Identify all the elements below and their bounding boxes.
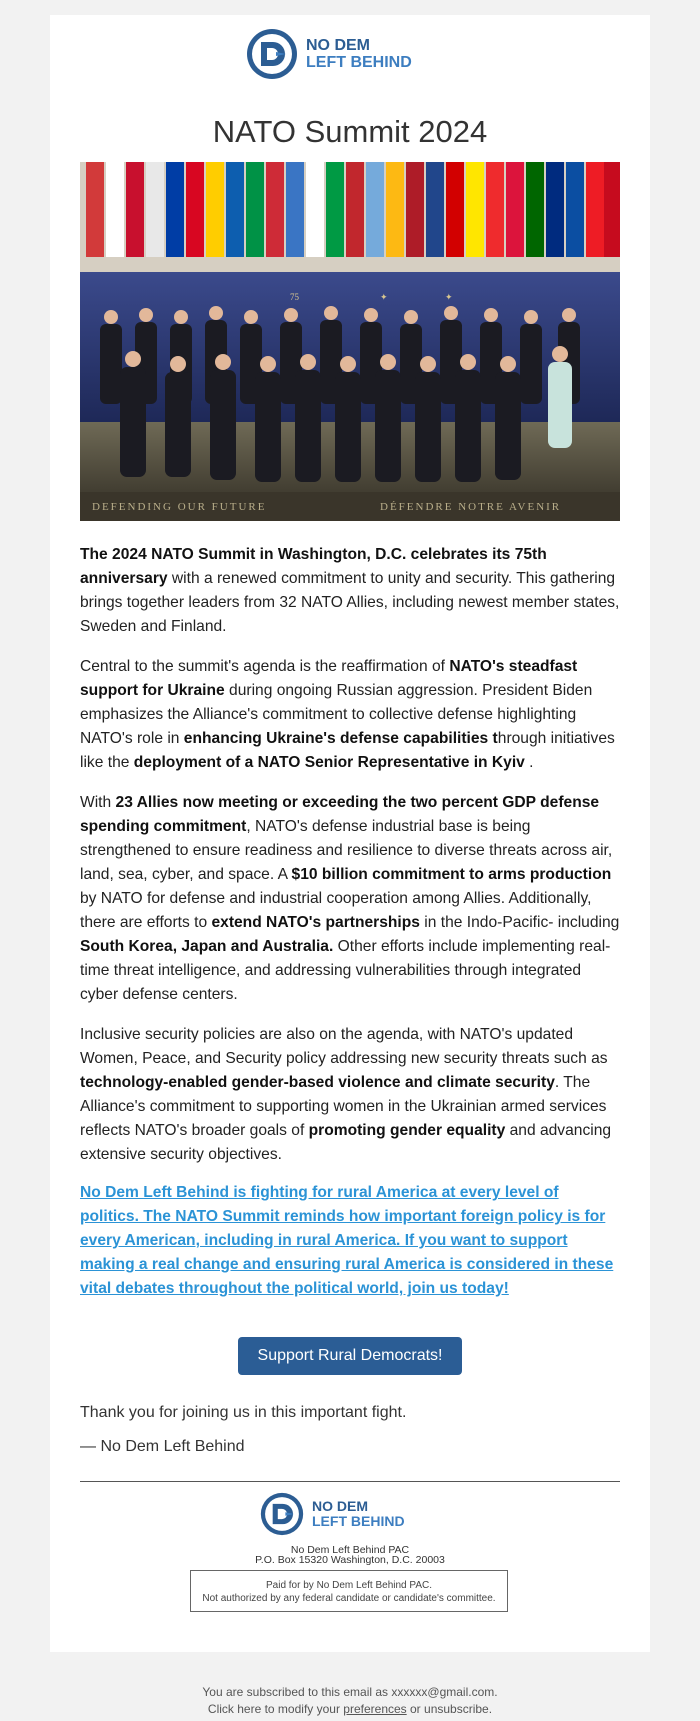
logo-line-2: LEFT BEHIND: [306, 54, 412, 71]
manage-subscription: Click here to modify your preferences or unsubscribe.: [207, 1702, 493, 1716]
email-card: [50, 15, 650, 1652]
nodem-d-logo-icon: [246, 28, 298, 80]
preferences-link[interactable]: preferences: [343, 1702, 407, 1716]
svg-text:75: 75: [290, 292, 299, 302]
footer-logo-line-1: NO DEM: [312, 1498, 368, 1514]
subscriber-email: xxxxxx@gmail.com: [391, 1685, 495, 1699]
paragraph-2: Central to the summit's agenda is the reaffirmation of NATO's steadfast support for Ukraine during ongoing Russian aggression. President Biden emphasizes the Alliance's commitment to collective defense highlighting NATO's role in enhancing Ukraine's defense capabilities through initiatives like the deployment of a NATO Senior Representative in Kyiv .: [80, 658, 615, 771]
footer-org: No Dem Left Behind PAC: [290, 1544, 410, 1556]
svg-text:✦: ✦: [445, 292, 453, 302]
page-title: NATO Summit 2024: [212, 114, 488, 149]
footer-logo[interactable]: [260, 1492, 405, 1536]
closing-thanks: Thank you for joining us in this important fight.: [80, 1404, 407, 1421]
disclaimer-line-1: Paid for by No Dem Left Behind PAC.: [265, 1580, 432, 1591]
footer-logo-wordmark: [312, 1499, 405, 1529]
paragraph-3: With 23 Allies now meeting or exceeding the two percent GDP defense spending commitment, NATO's defense industrial base is being strengthened to ensure readiness and resilience to diverse threats across air, land, sea, cyber, and space. A $10 billion commitment to arms production by NATO for defense and industrial cooperation among Allies. Additionally, there are efforts to extend NATO's partnerships in the Indo-Pacific- including South Korea, Japan and Australia. Other efforts include implementing real-time threat intelligence, and addressing vulnerabilities through integrated cyber defense centers.: [80, 794, 620, 1003]
banner-right-text: DÉFENDRE NOTRE AVENIR: [380, 501, 562, 513]
paragraph-4: Inclusive security policies are also on the agenda, with NATO's updated Women, Peace, and Security policy addressing new security threats such as technology-enabled gender-based violence and climate security. The Alliance's commitment to supporting women in the Ukrainian armed services reflects NATO's broader goals of promoting gender equality and advancing extensive security objectives.: [80, 1026, 612, 1163]
paid-for-disclaimer: [190, 1570, 508, 1612]
svg-text:✦: ✦: [380, 292, 388, 302]
footer-divider: [80, 1481, 620, 1482]
disclaimer-line-2: Not authorized by any federal candidate or candidate's committee.: [202, 1593, 496, 1604]
subscription-notice: You are subscribed to this email as xxxxxx@gmail.com.: [202, 1685, 498, 1699]
footer-address: P.O. Box 15320 Washington, D.C. 20003: [255, 1554, 445, 1566]
join-us-link[interactable]: No Dem Left Behind is fighting for rural America at every level of politics. The NATO Summit reminds how important foreign policy is for every American, including in rural America. If you want to support making a real change and ensuring rural America is considered in these vital debates throughout the political world, join us today!: [80, 1184, 614, 1297]
closing-signature: — No Dem Left Behind: [80, 1438, 245, 1455]
paragraph-1: The 2024 NATO Summit in Washington, D.C. celebrates its 75th anniversary with a renewed commitment to unity and security. This gathering brings together leaders from 32 NATO Allies, including newest member states, Sweden and Finland.: [80, 546, 620, 635]
footer-logo-line-2: LEFT BEHIND: [312, 1513, 405, 1529]
nodem-d-logo-icon: [260, 1492, 304, 1536]
logo-line-1: NO DEM: [306, 37, 370, 54]
unsubscribe-link[interactable]: unsubscribe: [424, 1702, 489, 1716]
summit-photo: [80, 162, 620, 521]
banner-left-text: DEFENDING OUR FUTURE: [92, 501, 267, 513]
header-logo[interactable]: [246, 28, 412, 80]
logo-wordmark: [306, 37, 412, 71]
support-rural-democrats-button[interactable]: Support Rural Democrats!: [238, 1337, 462, 1375]
